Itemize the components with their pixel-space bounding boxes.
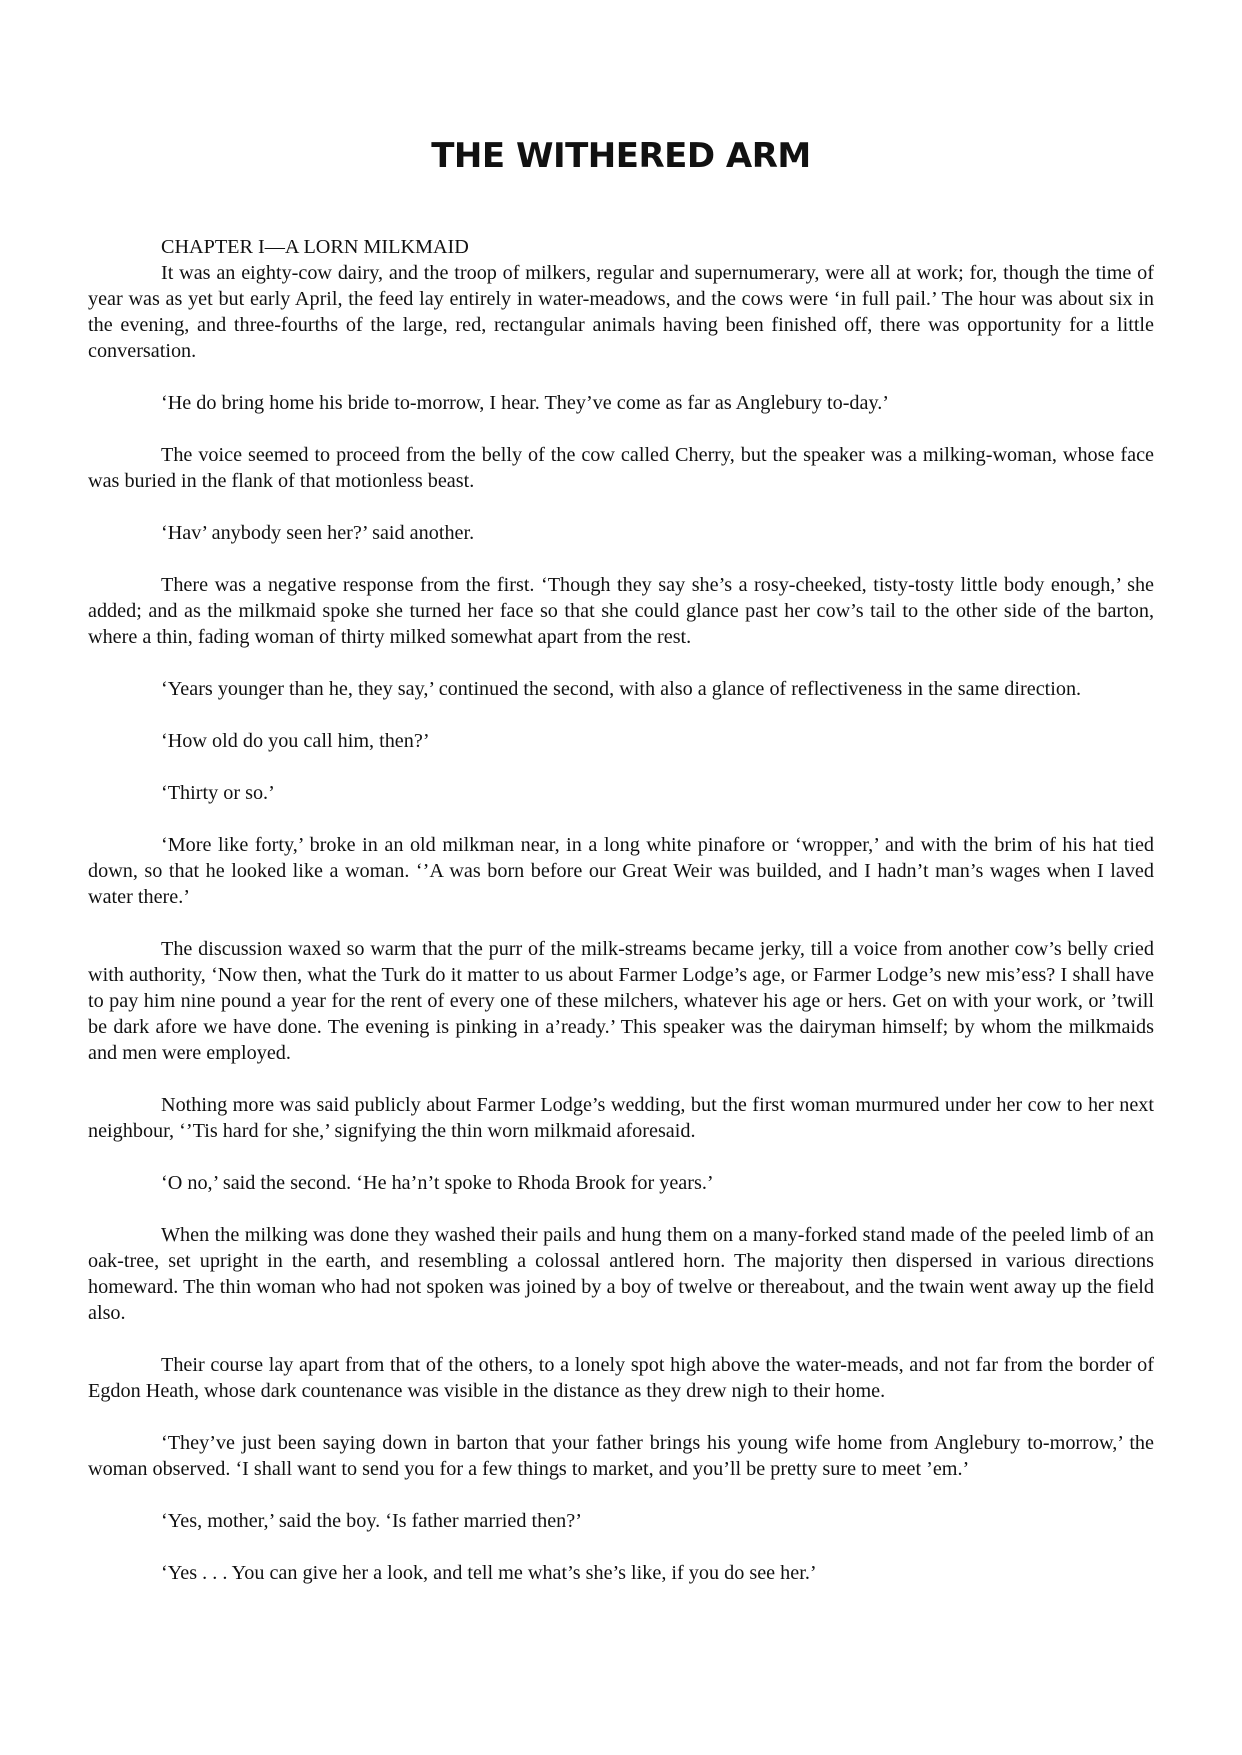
paragraph: There was a negative response from the first. ‘Though they say she’s a rosy-cheeked, tisty-tosty little body enough,’ she added; and as the milkmaid spoke she turned her face so that she could glance past her cow’s tail to the other side of the barton, where a thin, fading woman of thirty milked somewhat apart from the rest.: [88, 574, 1154, 648]
document-page: [88, 0, 1154, 1755]
paragraph: When the milking was done they washed their pails and hung them on a many-forked stand made of the peeled limb of an oak-tree, set upright in the earth, and resembling a colossal antlered horn. The majority then dispersed in various directions homeward. The thin woman who had not spoken was joined by a boy of twelve or thereabout, and the twain went away up the field also.: [88, 1224, 1154, 1324]
paragraph: ‘How old do you call him, then?’: [161, 730, 430, 752]
document-body: [88, 234, 1154, 1612]
paragraph: ‘More like forty,’ broke in an old milkman near, in a long white pinafore or ‘wropper,’ and with the brim of his hat tied down, so that he looked like a woman. ‘’A was born before our Great Weir was builded, and I hadn’t man’s wages when I laved water there.’: [88, 834, 1154, 908]
paragraph: The discussion waxed so warm that the purr of the milk-streams became jerky, till a voice from another cow’s belly cried with authority, ‘Now then, what the Turk do it matter to us about Farmer Lodge’s age, or Farmer Lodge’s new mis’ess? I shall have to pay him nine pound a year for the rent of every one of these milchers, whatever his age or hers. Get on with your work, or ’twill be dark afore we have done. The evening is pinking in a’ready.’ This speaker was the dairyman himself; by whom the milkmaids and men were employed.: [88, 938, 1154, 1064]
paragraph: ‘Years younger than he, they say,’ continued the second, with also a glance of reflectiveness in the same direction.: [161, 678, 1082, 700]
paragraph: Their course lay apart from that of the others, to a lonely spot high above the water-meads, and not far from the border of Egdon Heath, whose dark countenance was visible in the distance as they drew nigh to their home.: [88, 1354, 1154, 1402]
paragraph: Nothing more was said publicly about Farmer Lodge’s wedding, but the first woman murmured under her cow to her next neighbour, ‘’Tis hard for she,’ signifying the thin worn milkmaid aforesaid.: [88, 1094, 1154, 1142]
paragraph: ‘Thirty or so.’: [161, 782, 275, 804]
paragraph: ‘Yes, mother,’ said the boy. ‘Is father married then?’: [161, 1510, 582, 1532]
paragraph: ‘Hav’ anybody seen her?’ said another.: [161, 522, 475, 544]
paragraph: ‘Yes . . . You can give her a look, and tell me what’s she’s like, if you do see her.’: [161, 1562, 817, 1584]
chapter-heading: CHAPTER I—A LORN MILKMAID: [161, 236, 469, 258]
paragraph: The voice seemed to proceed from the belly of the cow called Cherry, but the speaker was a milking-woman, whose face was buried in the flank of that motionless beast.: [88, 444, 1154, 492]
paragraph: It was an eighty-cow dairy, and the troop of milkers, regular and supernumerary, were all at work; for, though the time of year was as yet but early April, the feed lay entirely in water-meadows, and the cows were ‘in full pail.’ The hour was about six in the evening, and three-fourths of the large, red, rectangular animals having been finished off, there was opportunity for a little conversation.: [88, 262, 1154, 362]
paragraph: ‘They’ve just been saying down in barton that your father brings his young wife home from Anglebury to-morrow,’ the woman observed. ‘I shall want to send you for a few things to market, and you’ll be pretty sure to meet ’em.’: [88, 1432, 1154, 1480]
document-title: THE WITHERED ARM: [431, 136, 811, 176]
paragraph: ‘He do bring home his bride to-morrow, I hear. They’ve come as far as Anglebury to-day.’: [161, 392, 890, 414]
paragraph: ‘O no,’ said the second. ‘He ha’n’t spoke to Rhoda Brook for years.’: [161, 1172, 714, 1194]
